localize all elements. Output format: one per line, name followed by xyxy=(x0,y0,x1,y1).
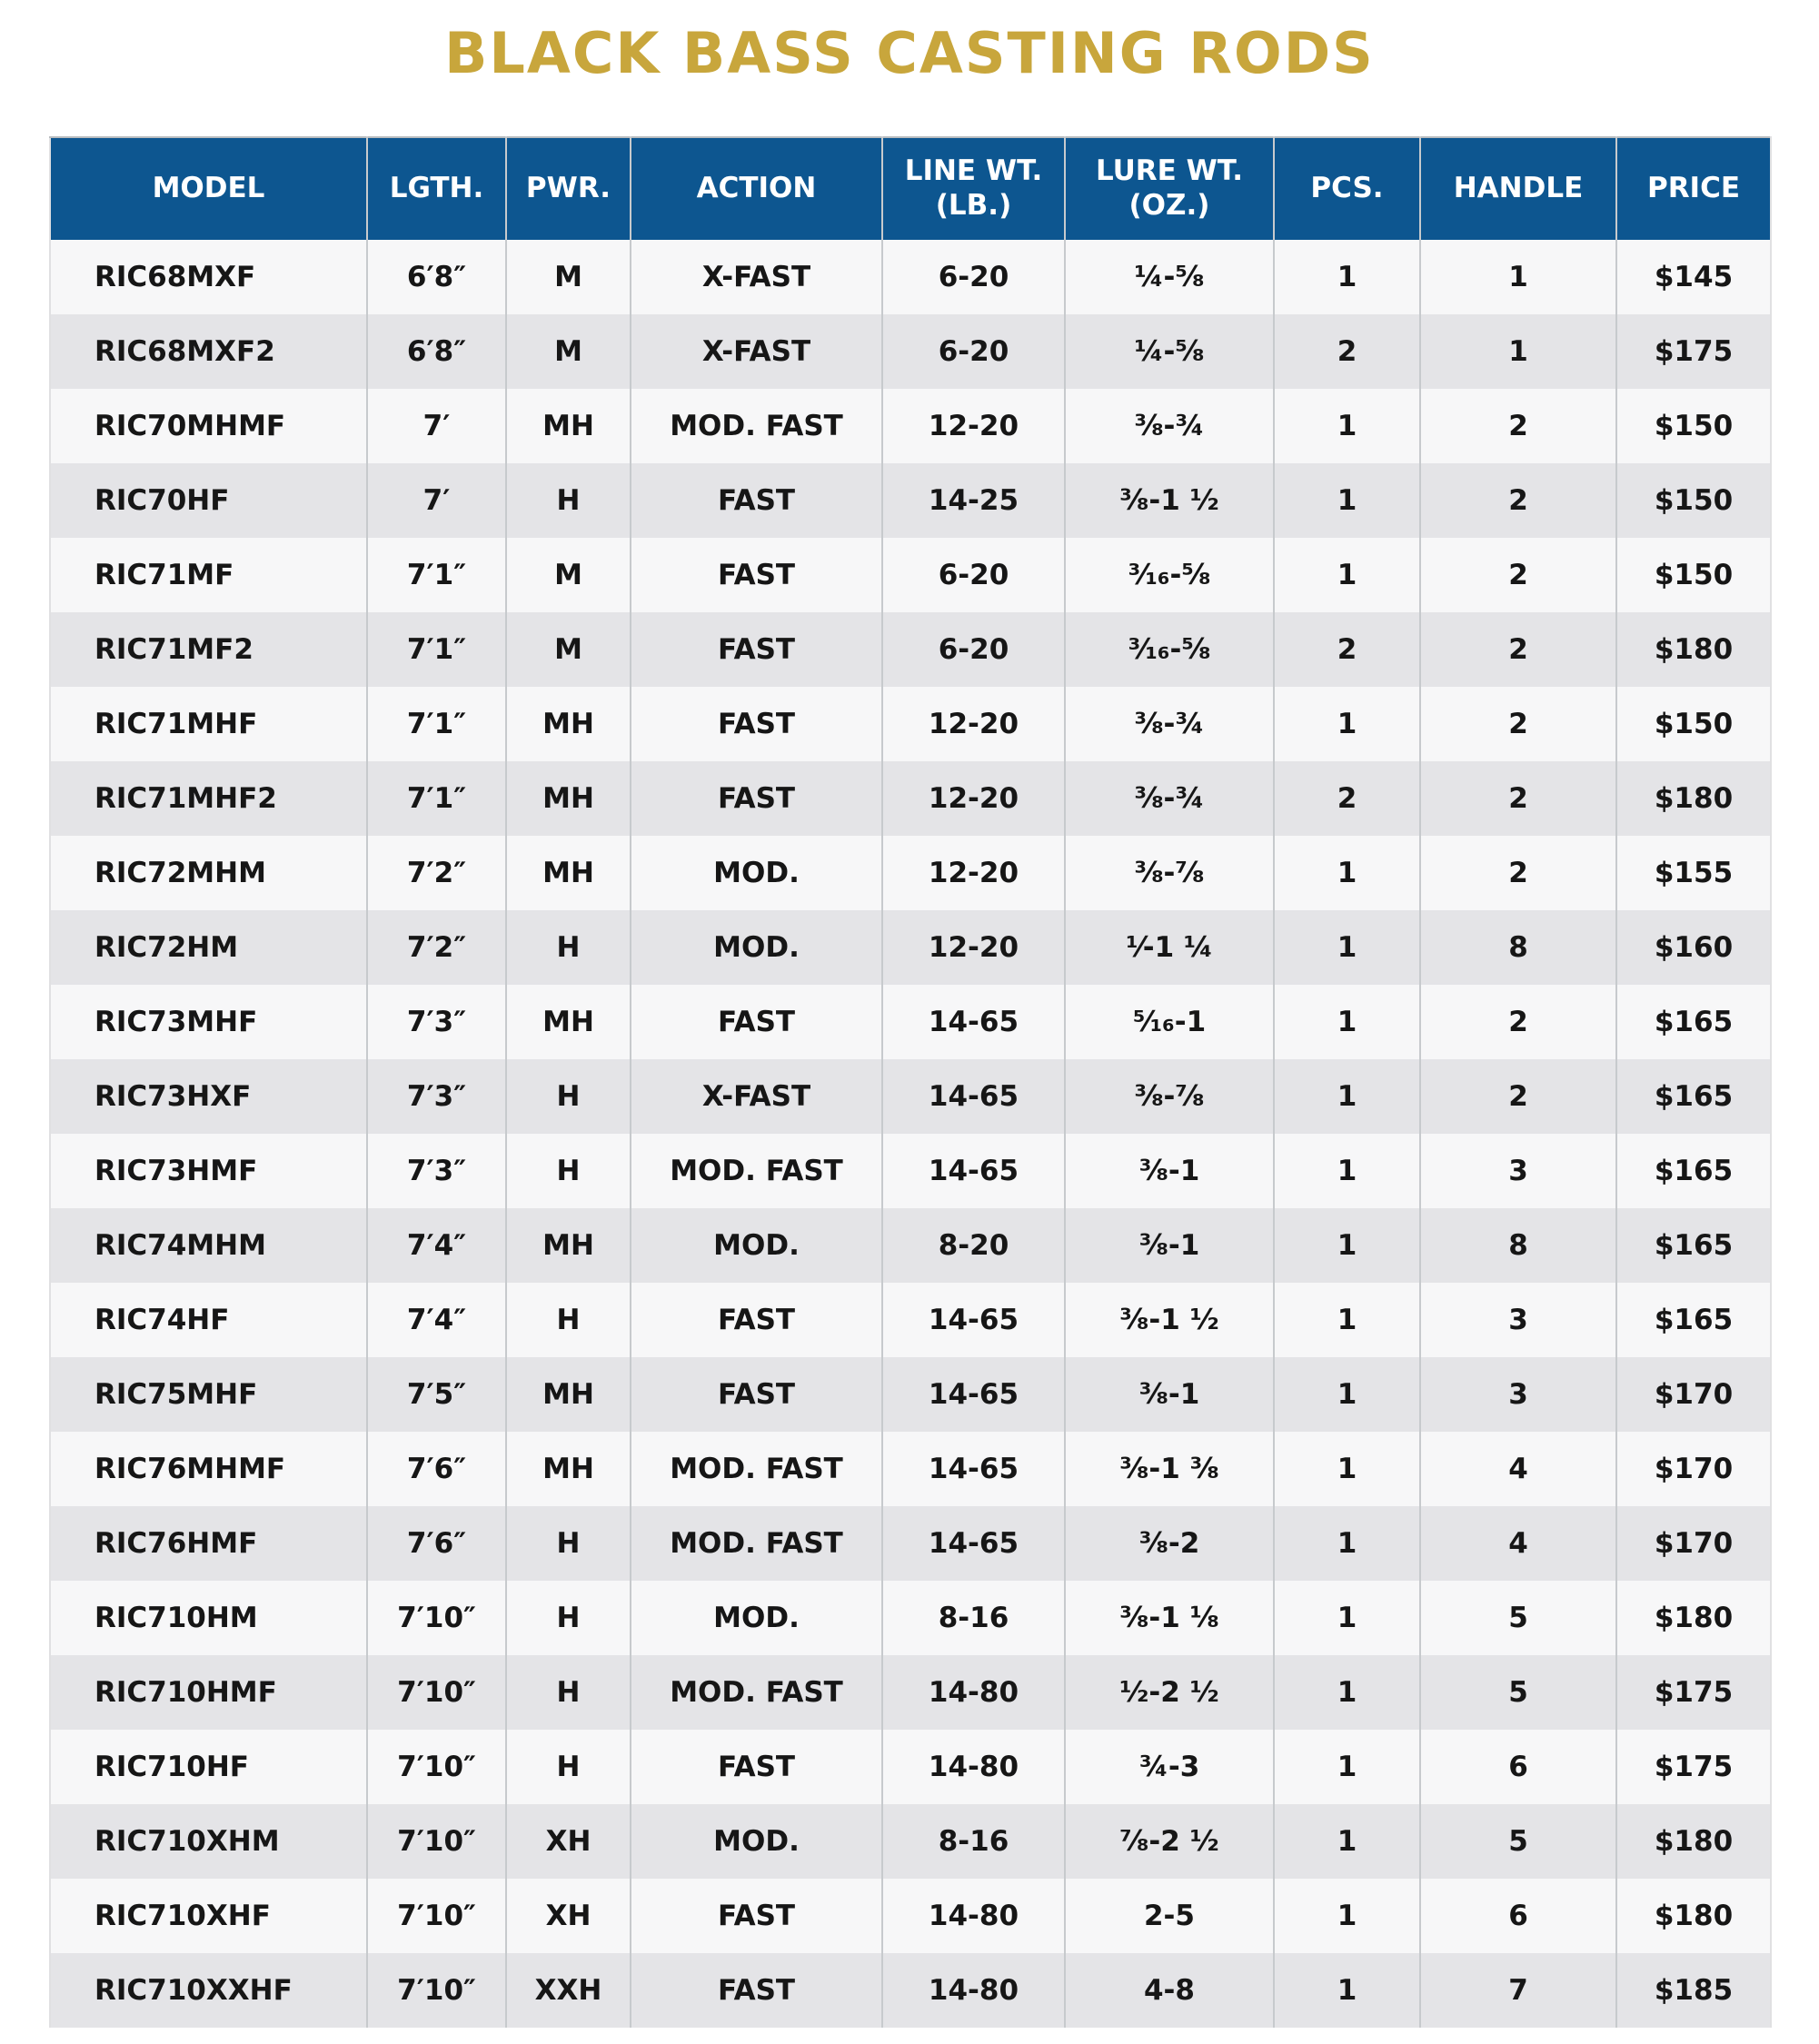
table-row xyxy=(50,240,1771,314)
cell-price: $170 xyxy=(1616,1432,1771,1506)
table-row xyxy=(50,538,1771,612)
cell-length: 7′ xyxy=(367,463,506,538)
table-header xyxy=(50,137,1771,240)
cell-length: 7′10″ xyxy=(367,1953,506,2028)
cell-line-weight: 14-65 xyxy=(882,1432,1065,1506)
cell-handle: 1 xyxy=(1420,240,1616,314)
cell-model: RIC68MXF2 xyxy=(50,314,367,389)
cell-price: $165 xyxy=(1616,1283,1771,1357)
cell-pieces: 1 xyxy=(1274,240,1420,314)
cell-model: RIC710HM xyxy=(50,1581,367,1655)
cell-action: X-FAST xyxy=(631,240,882,314)
cell-length: 7′5″ xyxy=(367,1357,506,1432)
cell-length: 7′10″ xyxy=(367,1730,506,1804)
cell-power: MH xyxy=(506,985,631,1059)
cell-pieces: 1 xyxy=(1274,389,1420,463)
cell-line-weight: 6-20 xyxy=(882,612,1065,687)
cell-pieces: 1 xyxy=(1274,1730,1420,1804)
cell-pieces: 1 xyxy=(1274,836,1420,910)
cell-action: FAST xyxy=(631,1953,882,2028)
table-header-row xyxy=(50,137,1771,240)
cell-lure-weight: ⅜-¾ xyxy=(1065,761,1274,836)
cell-line-weight: 14-65 xyxy=(882,1506,1065,1581)
cell-lure-weight: ⅜-1 xyxy=(1065,1357,1274,1432)
cell-price: $180 xyxy=(1616,1804,1771,1879)
cell-pieces: 1 xyxy=(1274,1879,1420,1953)
cell-line-weight: 14-80 xyxy=(882,1879,1065,1953)
cell-model: RIC710HF xyxy=(50,1730,367,1804)
cell-power: MH xyxy=(506,761,631,836)
cell-model: RIC71MF2 xyxy=(50,612,367,687)
cell-length: 7′4″ xyxy=(367,1283,506,1357)
column-header-handle: HANDLE xyxy=(1420,137,1616,240)
cell-handle: 2 xyxy=(1420,389,1616,463)
cell-handle: 6 xyxy=(1420,1730,1616,1804)
cell-length: 6′8″ xyxy=(367,240,506,314)
cell-price: $175 xyxy=(1616,314,1771,389)
cell-length: 7′2″ xyxy=(367,910,506,985)
cell-price: $150 xyxy=(1616,389,1771,463)
table-row xyxy=(50,1134,1771,1208)
cell-length: 7′6″ xyxy=(367,1432,506,1506)
table-row xyxy=(50,910,1771,985)
cell-action: X-FAST xyxy=(631,314,882,389)
cell-line-weight: 6-20 xyxy=(882,314,1065,389)
cell-price: $165 xyxy=(1616,1059,1771,1134)
table-row xyxy=(50,1581,1771,1655)
cell-pieces: 1 xyxy=(1274,1506,1420,1581)
cell-pieces: 1 xyxy=(1274,538,1420,612)
cell-length: 7′2″ xyxy=(367,836,506,910)
column-header-power: PWR. xyxy=(506,137,631,240)
cell-action: FAST xyxy=(631,985,882,1059)
table-row xyxy=(50,836,1771,910)
cell-power: MH xyxy=(506,836,631,910)
cell-handle: 1 xyxy=(1420,314,1616,389)
cell-lure-weight: ⁵⁄₁₆-1 xyxy=(1065,985,1274,1059)
cell-power: MH xyxy=(506,1432,631,1506)
cell-handle: 3 xyxy=(1420,1357,1616,1432)
cell-price: $165 xyxy=(1616,1208,1771,1283)
column-header-lure-weight: LURE WT. (OZ.) xyxy=(1065,137,1274,240)
cell-line-weight: 6-20 xyxy=(882,538,1065,612)
cell-price: $165 xyxy=(1616,985,1771,1059)
cell-model: RIC710XHM xyxy=(50,1804,367,1879)
cell-lure-weight: ³⁄₁₆-⅝ xyxy=(1065,538,1274,612)
cell-line-weight: 14-65 xyxy=(882,1059,1065,1134)
column-header-action: ACTION xyxy=(631,137,882,240)
cell-price: $160 xyxy=(1616,910,1771,985)
cell-line-weight: 14-65 xyxy=(882,1357,1065,1432)
cell-length: 7′1″ xyxy=(367,687,506,761)
cell-price: $150 xyxy=(1616,687,1771,761)
cell-model: RIC75MHF xyxy=(50,1357,367,1432)
cell-power: H xyxy=(506,1655,631,1730)
cell-line-weight: 14-65 xyxy=(882,985,1065,1059)
cell-length: 7′10″ xyxy=(367,1655,506,1730)
cell-pieces: 1 xyxy=(1274,1953,1420,2028)
cell-lure-weight: ⅜-⅞ xyxy=(1065,1059,1274,1134)
cell-price: $180 xyxy=(1616,1581,1771,1655)
cell-pieces: 1 xyxy=(1274,985,1420,1059)
cell-lure-weight: ⅜-1 ⅜ xyxy=(1065,1432,1274,1506)
cell-pieces: 2 xyxy=(1274,612,1420,687)
cell-lure-weight: ¾-3 xyxy=(1065,1730,1274,1804)
cell-price: $150 xyxy=(1616,538,1771,612)
cell-price: $180 xyxy=(1616,761,1771,836)
cell-action: MOD. xyxy=(631,910,882,985)
cell-length: 7′1″ xyxy=(367,612,506,687)
cell-pieces: 1 xyxy=(1274,1655,1420,1730)
cell-model: RIC73MHF xyxy=(50,985,367,1059)
cell-handle: 7 xyxy=(1420,1953,1616,2028)
cell-power: H xyxy=(506,463,631,538)
cell-model: RIC74HF xyxy=(50,1283,367,1357)
cell-line-weight: 12-20 xyxy=(882,836,1065,910)
cell-action: X-FAST xyxy=(631,1059,882,1134)
cell-price: $180 xyxy=(1616,612,1771,687)
cell-action: FAST xyxy=(631,1879,882,1953)
cell-length: 7′3″ xyxy=(367,985,506,1059)
table-row xyxy=(50,463,1771,538)
cell-handle: 6 xyxy=(1420,1879,1616,1953)
cell-lure-weight: ¼-⅝ xyxy=(1065,240,1274,314)
cell-power: H xyxy=(506,1730,631,1804)
cell-handle: 3 xyxy=(1420,1134,1616,1208)
cell-model: RIC76HMF xyxy=(50,1506,367,1581)
cell-pieces: 1 xyxy=(1274,1134,1420,1208)
cell-pieces: 2 xyxy=(1274,314,1420,389)
cell-handle: 5 xyxy=(1420,1581,1616,1655)
cell-lure-weight: ⅜-1 xyxy=(1065,1134,1274,1208)
cell-handle: 2 xyxy=(1420,687,1616,761)
cell-line-weight: 14-65 xyxy=(882,1134,1065,1208)
cell-handle: 5 xyxy=(1420,1804,1616,1879)
cell-pieces: 2 xyxy=(1274,761,1420,836)
cell-price: $175 xyxy=(1616,1730,1771,1804)
cell-line-weight: 12-20 xyxy=(882,761,1065,836)
cell-power: H xyxy=(506,1506,631,1581)
cell-handle: 2 xyxy=(1420,612,1616,687)
cell-length: 7′1″ xyxy=(367,538,506,612)
cell-power: XH xyxy=(506,1879,631,1953)
cell-line-weight: 14-80 xyxy=(882,1953,1065,2028)
cell-action: FAST xyxy=(631,463,882,538)
table-row xyxy=(50,1655,1771,1730)
cell-handle: 8 xyxy=(1420,910,1616,985)
cell-power: M xyxy=(506,240,631,314)
cell-line-weight: 8-20 xyxy=(882,1208,1065,1283)
table-row xyxy=(50,1953,1771,2028)
cell-line-weight: 12-20 xyxy=(882,910,1065,985)
cell-model: RIC72MHM xyxy=(50,836,367,910)
cell-pieces: 1 xyxy=(1274,463,1420,538)
cell-price: $175 xyxy=(1616,1655,1771,1730)
cell-line-weight: 12-20 xyxy=(882,687,1065,761)
cell-lure-weight: 2-5 xyxy=(1065,1879,1274,1953)
cell-handle: 2 xyxy=(1420,985,1616,1059)
cell-lure-weight: ³⁄₁₆-⅝ xyxy=(1065,612,1274,687)
cell-model: RIC73HXF xyxy=(50,1059,367,1134)
cell-power: MH xyxy=(506,687,631,761)
cell-length: 7′4″ xyxy=(367,1208,506,1283)
cell-lure-weight: ⅜-2 xyxy=(1065,1506,1274,1581)
cell-power: H xyxy=(506,1134,631,1208)
table-row xyxy=(50,1283,1771,1357)
table-row xyxy=(50,1804,1771,1879)
cell-action: MOD. xyxy=(631,836,882,910)
table-row xyxy=(50,1208,1771,1283)
cell-pieces: 1 xyxy=(1274,1357,1420,1432)
cell-line-weight: 14-80 xyxy=(882,1730,1065,1804)
cell-model: RIC71MHF2 xyxy=(50,761,367,836)
cell-handle: 2 xyxy=(1420,463,1616,538)
cell-length: 7′10″ xyxy=(367,1804,506,1879)
cell-power: MH xyxy=(506,1208,631,1283)
cell-action: MOD. xyxy=(631,1581,882,1655)
cell-model: RIC73HMF xyxy=(50,1134,367,1208)
cell-length: 7′10″ xyxy=(367,1581,506,1655)
cell-handle: 4 xyxy=(1420,1506,1616,1581)
cell-power: M xyxy=(506,612,631,687)
table-row xyxy=(50,1730,1771,1804)
cell-line-weight: 14-80 xyxy=(882,1655,1065,1730)
column-header-model: MODEL xyxy=(50,137,367,240)
cell-pieces: 1 xyxy=(1274,1804,1420,1879)
cell-action: MOD. FAST xyxy=(631,1134,882,1208)
table-row xyxy=(50,985,1771,1059)
cell-action: MOD. xyxy=(631,1208,882,1283)
cell-action: FAST xyxy=(631,1730,882,1804)
cell-handle: 2 xyxy=(1420,538,1616,612)
specs-table xyxy=(49,136,1772,2028)
cell-lure-weight: ⅜-1 ½ xyxy=(1065,463,1274,538)
cell-power: H xyxy=(506,1581,631,1655)
cell-action: MOD. FAST xyxy=(631,1506,882,1581)
cell-length: 7′6″ xyxy=(367,1506,506,1581)
cell-length: 7′3″ xyxy=(367,1134,506,1208)
cell-handle: 5 xyxy=(1420,1655,1616,1730)
cell-model: RIC710HMF xyxy=(50,1655,367,1730)
cell-price: $145 xyxy=(1616,240,1771,314)
cell-price: $180 xyxy=(1616,1879,1771,1953)
cell-handle: 4 xyxy=(1420,1432,1616,1506)
cell-model: RIC710XXHF xyxy=(50,1953,367,2028)
column-header-line-weight: LINE WT. (LB.) xyxy=(882,137,1065,240)
cell-handle: 3 xyxy=(1420,1283,1616,1357)
cell-handle: 2 xyxy=(1420,1059,1616,1134)
cell-pieces: 1 xyxy=(1274,1581,1420,1655)
cell-lure-weight: ⅜-1 ½ xyxy=(1065,1283,1274,1357)
cell-lure-weight: ¼-⅝ xyxy=(1065,314,1274,389)
cell-pieces: 1 xyxy=(1274,910,1420,985)
cell-lure-weight: ⅜-⅞ xyxy=(1065,836,1274,910)
cell-power: XXH xyxy=(506,1953,631,2028)
cell-action: FAST xyxy=(631,761,882,836)
cell-lure-weight: ⅜-1 xyxy=(1065,1208,1274,1283)
cell-power: H xyxy=(506,910,631,985)
column-header-price: PRICE xyxy=(1616,137,1771,240)
cell-line-weight: 6-20 xyxy=(882,240,1065,314)
cell-model: RIC70MHMF xyxy=(50,389,367,463)
column-header-pieces: PCS. xyxy=(1274,137,1420,240)
cell-pieces: 1 xyxy=(1274,687,1420,761)
cell-price: $165 xyxy=(1616,1134,1771,1208)
cell-model: RIC70HF xyxy=(50,463,367,538)
cell-line-weight: 8-16 xyxy=(882,1804,1065,1879)
cell-price: $155 xyxy=(1616,836,1771,910)
cell-length: 7′ xyxy=(367,389,506,463)
cell-action: FAST xyxy=(631,612,882,687)
table-row xyxy=(50,1059,1771,1134)
cell-power: M xyxy=(506,314,631,389)
table-row xyxy=(50,314,1771,389)
column-header-length: LGTH. xyxy=(367,137,506,240)
table-row xyxy=(50,687,1771,761)
cell-power: XH xyxy=(506,1804,631,1879)
cell-model: RIC74MHM xyxy=(50,1208,367,1283)
cell-action: MOD. xyxy=(631,1804,882,1879)
cell-power: M xyxy=(506,538,631,612)
cell-price: $185 xyxy=(1616,1953,1771,2028)
cell-handle: 2 xyxy=(1420,761,1616,836)
cell-pieces: 1 xyxy=(1274,1059,1420,1134)
table-row xyxy=(50,1357,1771,1432)
cell-pieces: 1 xyxy=(1274,1432,1420,1506)
specs-table-container xyxy=(49,136,1770,2028)
cell-power: H xyxy=(506,1283,631,1357)
cell-lure-weight: 4-8 xyxy=(1065,1953,1274,2028)
cell-power: H xyxy=(506,1059,631,1134)
cell-pieces: 1 xyxy=(1274,1208,1420,1283)
cell-length: 7′1″ xyxy=(367,761,506,836)
cell-line-weight: 8-16 xyxy=(882,1581,1065,1655)
table-body xyxy=(50,240,1771,2028)
cell-handle: 8 xyxy=(1420,1208,1616,1283)
cell-power: MH xyxy=(506,1357,631,1432)
cell-lure-weight: ½-2 ½ xyxy=(1065,1655,1274,1730)
cell-handle: 2 xyxy=(1420,836,1616,910)
table-row xyxy=(50,612,1771,687)
table-row xyxy=(50,389,1771,463)
cell-model: RIC72HM xyxy=(50,910,367,985)
cell-model: RIC71MF xyxy=(50,538,367,612)
cell-line-weight: 12-20 xyxy=(882,389,1065,463)
cell-length: 7′3″ xyxy=(367,1059,506,1134)
cell-action: FAST xyxy=(631,1357,882,1432)
cell-action: MOD. FAST xyxy=(631,1655,882,1730)
cell-lure-weight: ⅜-1 ⅛ xyxy=(1065,1581,1274,1655)
table-row xyxy=(50,1506,1771,1581)
cell-action: FAST xyxy=(631,538,882,612)
cell-action: FAST xyxy=(631,1283,882,1357)
cell-model: RIC71MHF xyxy=(50,687,367,761)
cell-price: $170 xyxy=(1616,1357,1771,1432)
cell-model: RIC76MHMF xyxy=(50,1432,367,1506)
cell-line-weight: 14-25 xyxy=(882,463,1065,538)
table-row xyxy=(50,1879,1771,1953)
page-title: BLACK BASS CASTING RODS xyxy=(444,20,1375,86)
cell-lure-weight: ⅞-2 ½ xyxy=(1065,1804,1274,1879)
cell-lure-weight: ⅜-¾ xyxy=(1065,389,1274,463)
table-row xyxy=(50,1432,1771,1506)
cell-action: MOD. FAST xyxy=(631,389,882,463)
cell-lure-weight: ¹⁄-1 ¼ xyxy=(1065,910,1274,985)
cell-length: 6′8″ xyxy=(367,314,506,389)
cell-action: MOD. FAST xyxy=(631,1432,882,1506)
cell-price: $170 xyxy=(1616,1506,1771,1581)
cell-line-weight: 14-65 xyxy=(882,1283,1065,1357)
cell-length: 7′10″ xyxy=(367,1879,506,1953)
table-row xyxy=(50,761,1771,836)
cell-price: $150 xyxy=(1616,463,1771,538)
cell-model: RIC68MXF xyxy=(50,240,367,314)
cell-model: RIC710XHF xyxy=(50,1879,367,1953)
cell-lure-weight: ⅜-¾ xyxy=(1065,687,1274,761)
cell-power: MH xyxy=(506,389,631,463)
cell-action: FAST xyxy=(631,687,882,761)
cell-pieces: 1 xyxy=(1274,1283,1420,1357)
